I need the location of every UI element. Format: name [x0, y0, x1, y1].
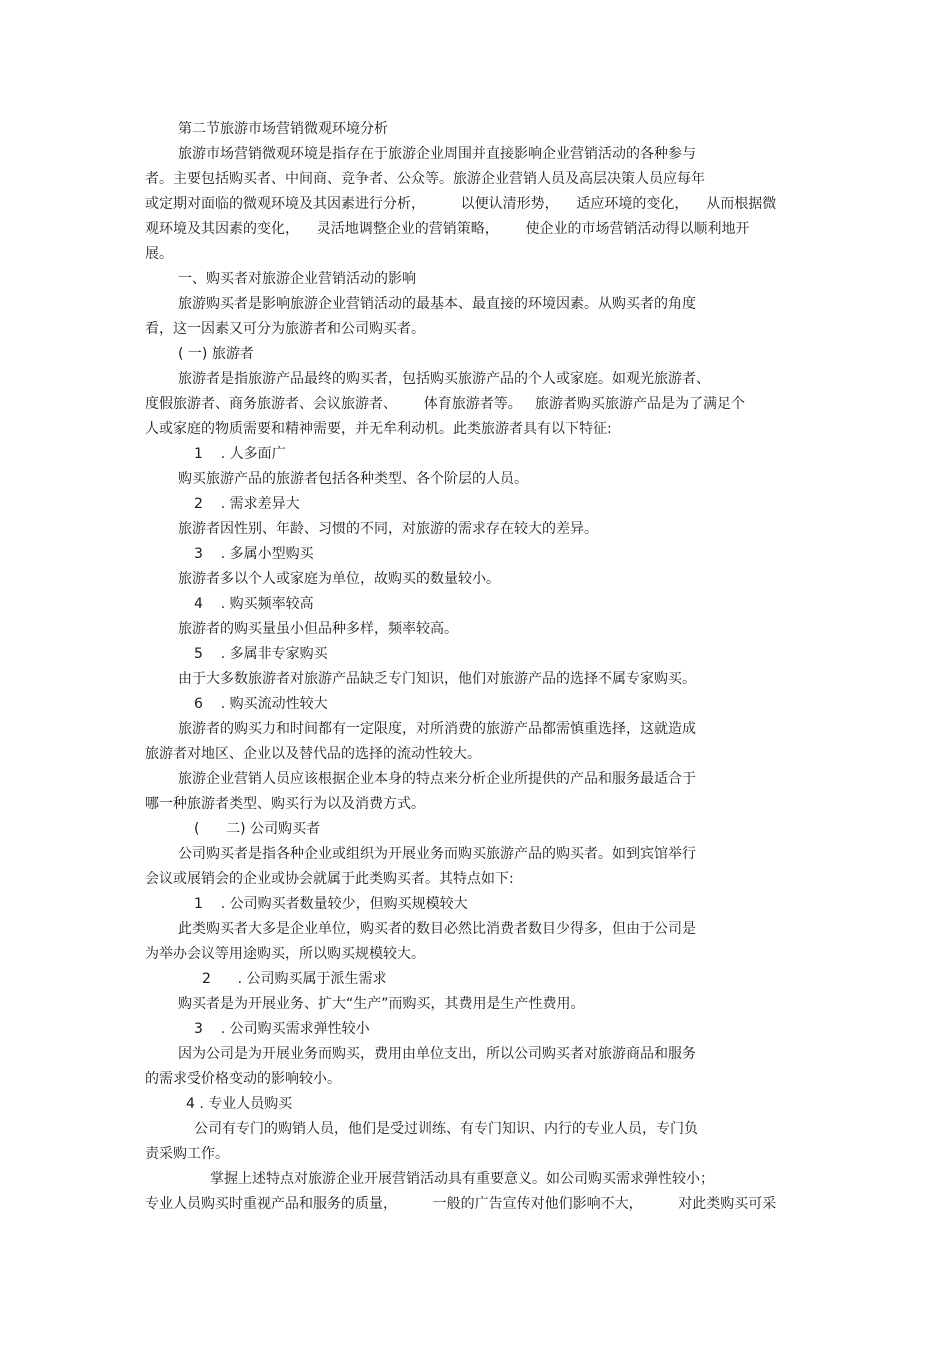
subsection-heading: 一、购买者对旅游企业营销活动的影响 — [178, 271, 416, 287]
text-line: 的需求受价格变动的影响较小。 — [145, 1071, 341, 1087]
text-line: 观环境及其因素的变化， 灵活地调整企业的营销策略， 使企业的市场营销活动得以顺利地开 — [145, 221, 750, 237]
text-line: 掌握上述特点对旅游企业开展营销活动具有重要意义。如公司购买需求弹性较小； — [210, 1171, 714, 1187]
text-line: 旅游者的购买量虽小但品种多样，频率较高。 — [178, 621, 458, 637]
text-line: 旅游企业营销人员应该根据企业本身的特点来分析企业所提供的产品和服务最适合于 — [178, 771, 696, 787]
text-line: 度假旅游者、商务旅游者、会议旅游者、 体育旅游者等。 旅游者购买旅游产品是为了满足个 — [145, 396, 746, 412]
text-line: 公司购买者是指各种企业或组织为开展业务而购买旅游产品的购买者。如到宾馆举行 — [178, 846, 696, 862]
text-line: 旅游者因性别、年龄、习惯的不同，对旅游的需求存在较大的差异。 — [178, 521, 598, 537]
text-line: 专业人员购买时重视产品和服务的质量， 一般的广告宣传对他们影响不大， 对此类购买可采 — [145, 1196, 777, 1212]
list-item-heading: 4 . 专业人员购买 — [186, 1096, 293, 1112]
text-line: 旅游者是指旅游产品最终的购买者，包括购买旅游产品的个人或家庭。如观光旅游者、 — [178, 371, 710, 387]
list-item-heading: 2 . 需求差异大 — [194, 496, 300, 512]
text-line: 购买旅游产品的旅游者包括各种类型、各个阶层的人员。 — [178, 471, 528, 487]
list-item-heading: 4 . 购买频率较高 — [194, 596, 314, 612]
list-item-heading: 3 . 公司购买需求弹性较小 — [194, 1021, 370, 1037]
list-item-heading: 5 . 多属非专家购买 — [194, 646, 328, 662]
list-item-heading: 1 . 公司购买者数量较少，但购买规模较大 — [194, 896, 468, 912]
text-line: 旅游购买者是影响旅游企业营销活动的最基本、最直接的环境因素。从购买者的角度 — [178, 296, 696, 312]
text-line: 哪一种旅游者类型、购买行为以及消费方式。 — [145, 796, 425, 812]
text-line: 责采购工作。 — [145, 1146, 229, 1162]
text-line: 公司有专门的购销人员，他们是受过训练、有专门知识、内行的专业人员，专门负 — [194, 1121, 698, 1137]
text-line: 旅游者的购买力和时间都有一定限度，对所消费的旅游产品都需慎重选择，这就造成 — [178, 721, 696, 737]
text-line: 购买者是为开展业务、扩大“生产”而购买，其费用是生产性费用。 — [178, 996, 585, 1012]
list-item-heading: 2 . 公司购买属于派生需求 — [202, 971, 387, 987]
list-item-heading: 1 . 人多面广 — [194, 446, 286, 462]
text-line: 者。主要包括购买者、中间商、竞争者、公众等。旅游企业营销人员及高层决策人员应每年 — [145, 171, 705, 187]
text-line: 看，这一因素又可分为旅游者和公司购买者。 — [145, 321, 425, 337]
text-line: 为举办会议等用途购买，所以购买规模较大。 — [145, 946, 425, 962]
text-line: 此类购买者大多是企业单位，购买者的数目必然比消费者数目少得多，但由于公司是 — [178, 921, 696, 937]
list-item-heading: 6 . 购买流动性较大 — [194, 696, 328, 712]
text-line: 或定期对面临的微观环境及其因素进行分析， 以便认清形势， 适应环境的变化， 从而根据微 — [145, 196, 777, 212]
text-line: 由于大多数旅游者对旅游产品缺乏专门知识，他们对旅游产品的选择不属专家购买。 — [178, 671, 696, 687]
text-line: 展。 — [145, 246, 173, 262]
subsection-heading: ( 二) 公司购买者 — [194, 821, 321, 837]
text-line: 因为公司是为开展业务而购买，费用由单位支出，所以公司购买者对旅游商品和服务 — [178, 1046, 696, 1062]
list-item-heading: 3 . 多属小型购买 — [194, 546, 314, 562]
text-line: 旅游市场营销微观环境是指存在于旅游企业周围并直接影响企业营销活动的各种参与 — [178, 146, 696, 162]
text-line: 旅游者对地区、企业以及替代品的选择的流动性较大。 — [145, 746, 481, 762]
subsection-heading: ( 一) 旅游者 — [178, 346, 254, 362]
text-line: 会议或展销会的企业或协会就属于此类购买者。其特点如下: — [145, 871, 514, 887]
text-line: 人或家庭的物质需要和精神需要，并无牟利动机。此类旅游者具有以下特征: — [145, 421, 612, 437]
section-title: 第二节旅游市场营销微观环境分析 — [178, 121, 388, 137]
text-line: 旅游者多以个人或家庭为单位，故购买的数量较小。 — [178, 571, 500, 587]
